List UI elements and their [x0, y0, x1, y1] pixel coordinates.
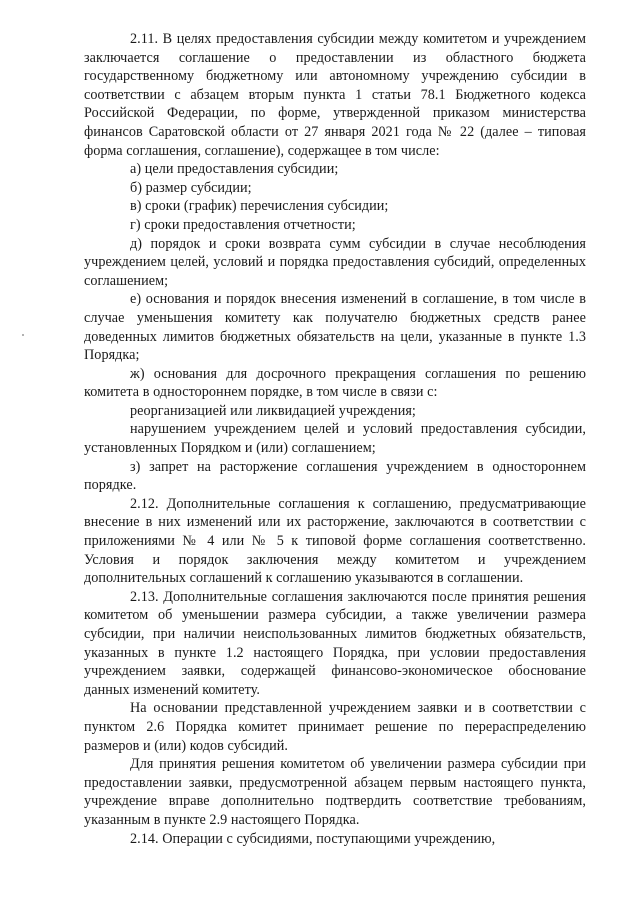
list-item-a: а) цели предоставления субсидии; [130, 161, 339, 178]
paragraph-basis: На основании представленной учреждением заявки и в соответствии с пунктом 2.6 Порядка комитет принимает решение по перераспределению размеров и (или) кодов субсидий. [84, 700, 586, 754]
paragraph-increase-decision: Для принятия решения комитетом об увеличении размера субсидии при предоставлении заявки, предусмотренной абзацем первым настоящего пункта, учреждение вправе дополнительно подтвердить соответствие требованиям, указанным в пункте 2.9 настоящего Порядка. [84, 756, 586, 828]
document-page [84, 30, 586, 848]
list-item-d: д) порядок и сроки возврата сумм субсидии в случае несоблюдения учреждением целей, условий и порядка предоставления субсидий, определенных соглашением; [84, 235, 586, 289]
list-item-b: б) размер субсидии; [130, 179, 252, 196]
list-item-g: г) сроки предоставления отчетности; [130, 216, 356, 233]
scan-speck [22, 334, 24, 336]
paragraph-2-13: 2.13. Дополнительные соглашения заключаются после принятия решения комитетом об уменьшении размера субсидии, а также увеличении размера субсидии, при наличии неиспользованных лимитов бюджетных обязательств, указанных в пункте 1.2 настоящего Порядка, при условии предоставления учреждением заявки, содержащей финансово-экономическое обоснование данных изменений комитету. [84, 588, 586, 698]
list-item-v: в) сроки (график) перечисления субсидии; [130, 198, 389, 215]
paragraph-2-12: 2.12. Дополнительные соглашения к соглашению, предусматривающие внесение в них изменений или их расторжение, заключаются в соответствии с приложениями № 4 или № 5 к типовой форме соглашения соответственно. Условия и порядок заключения между комитетом и учреждением дополнительных соглашений к соглашению указываются в соглашении. [84, 495, 586, 587]
list-item-zh: ж) основания для досрочного прекращения соглашения по решению комитета в одностороннем порядке, в том числе в связи с: [84, 365, 586, 401]
sub-item-violation: нарушением учреждением целей и условий предоставления субсидии, установленных Порядком и (или) соглашением; [84, 421, 586, 457]
paragraph-2-14: 2.14. Операции с субсидиями, поступающими учреждению, [130, 830, 496, 847]
list-item-e: е) основания и порядок внесения изменений в соглашение, в том числе в случае уменьшения комитету как получателю бюджетных средств ранее доведенных лимитов бюджетных обязательств на цели, указанные в пункте 1.3 Порядка; [84, 291, 586, 364]
list-item-z: з) запрет на расторжение соглашения учреждением в одностороннем порядке. [84, 458, 586, 494]
paragraph-2-11: 2.11. В целях предоставления субсидии между комитетом и учреждением заключается соглашение о предоставлении из областного бюджета государственному бюджетному или автономному учреждению субсидии в соответствии с абзацем вторым пункта 1 статьи 78.1 Бюджетного кодекса Российской Федерации, по форме, утвержденной приказом министерства финансов Саратовской области от 27 января 2021 года № 22 (далее – типовая форма соглашения, соглашение), содержащее в том числе: [84, 31, 586, 159]
sub-item-reorganization: реорганизацией или ликвидацией учреждения; [130, 402, 416, 419]
